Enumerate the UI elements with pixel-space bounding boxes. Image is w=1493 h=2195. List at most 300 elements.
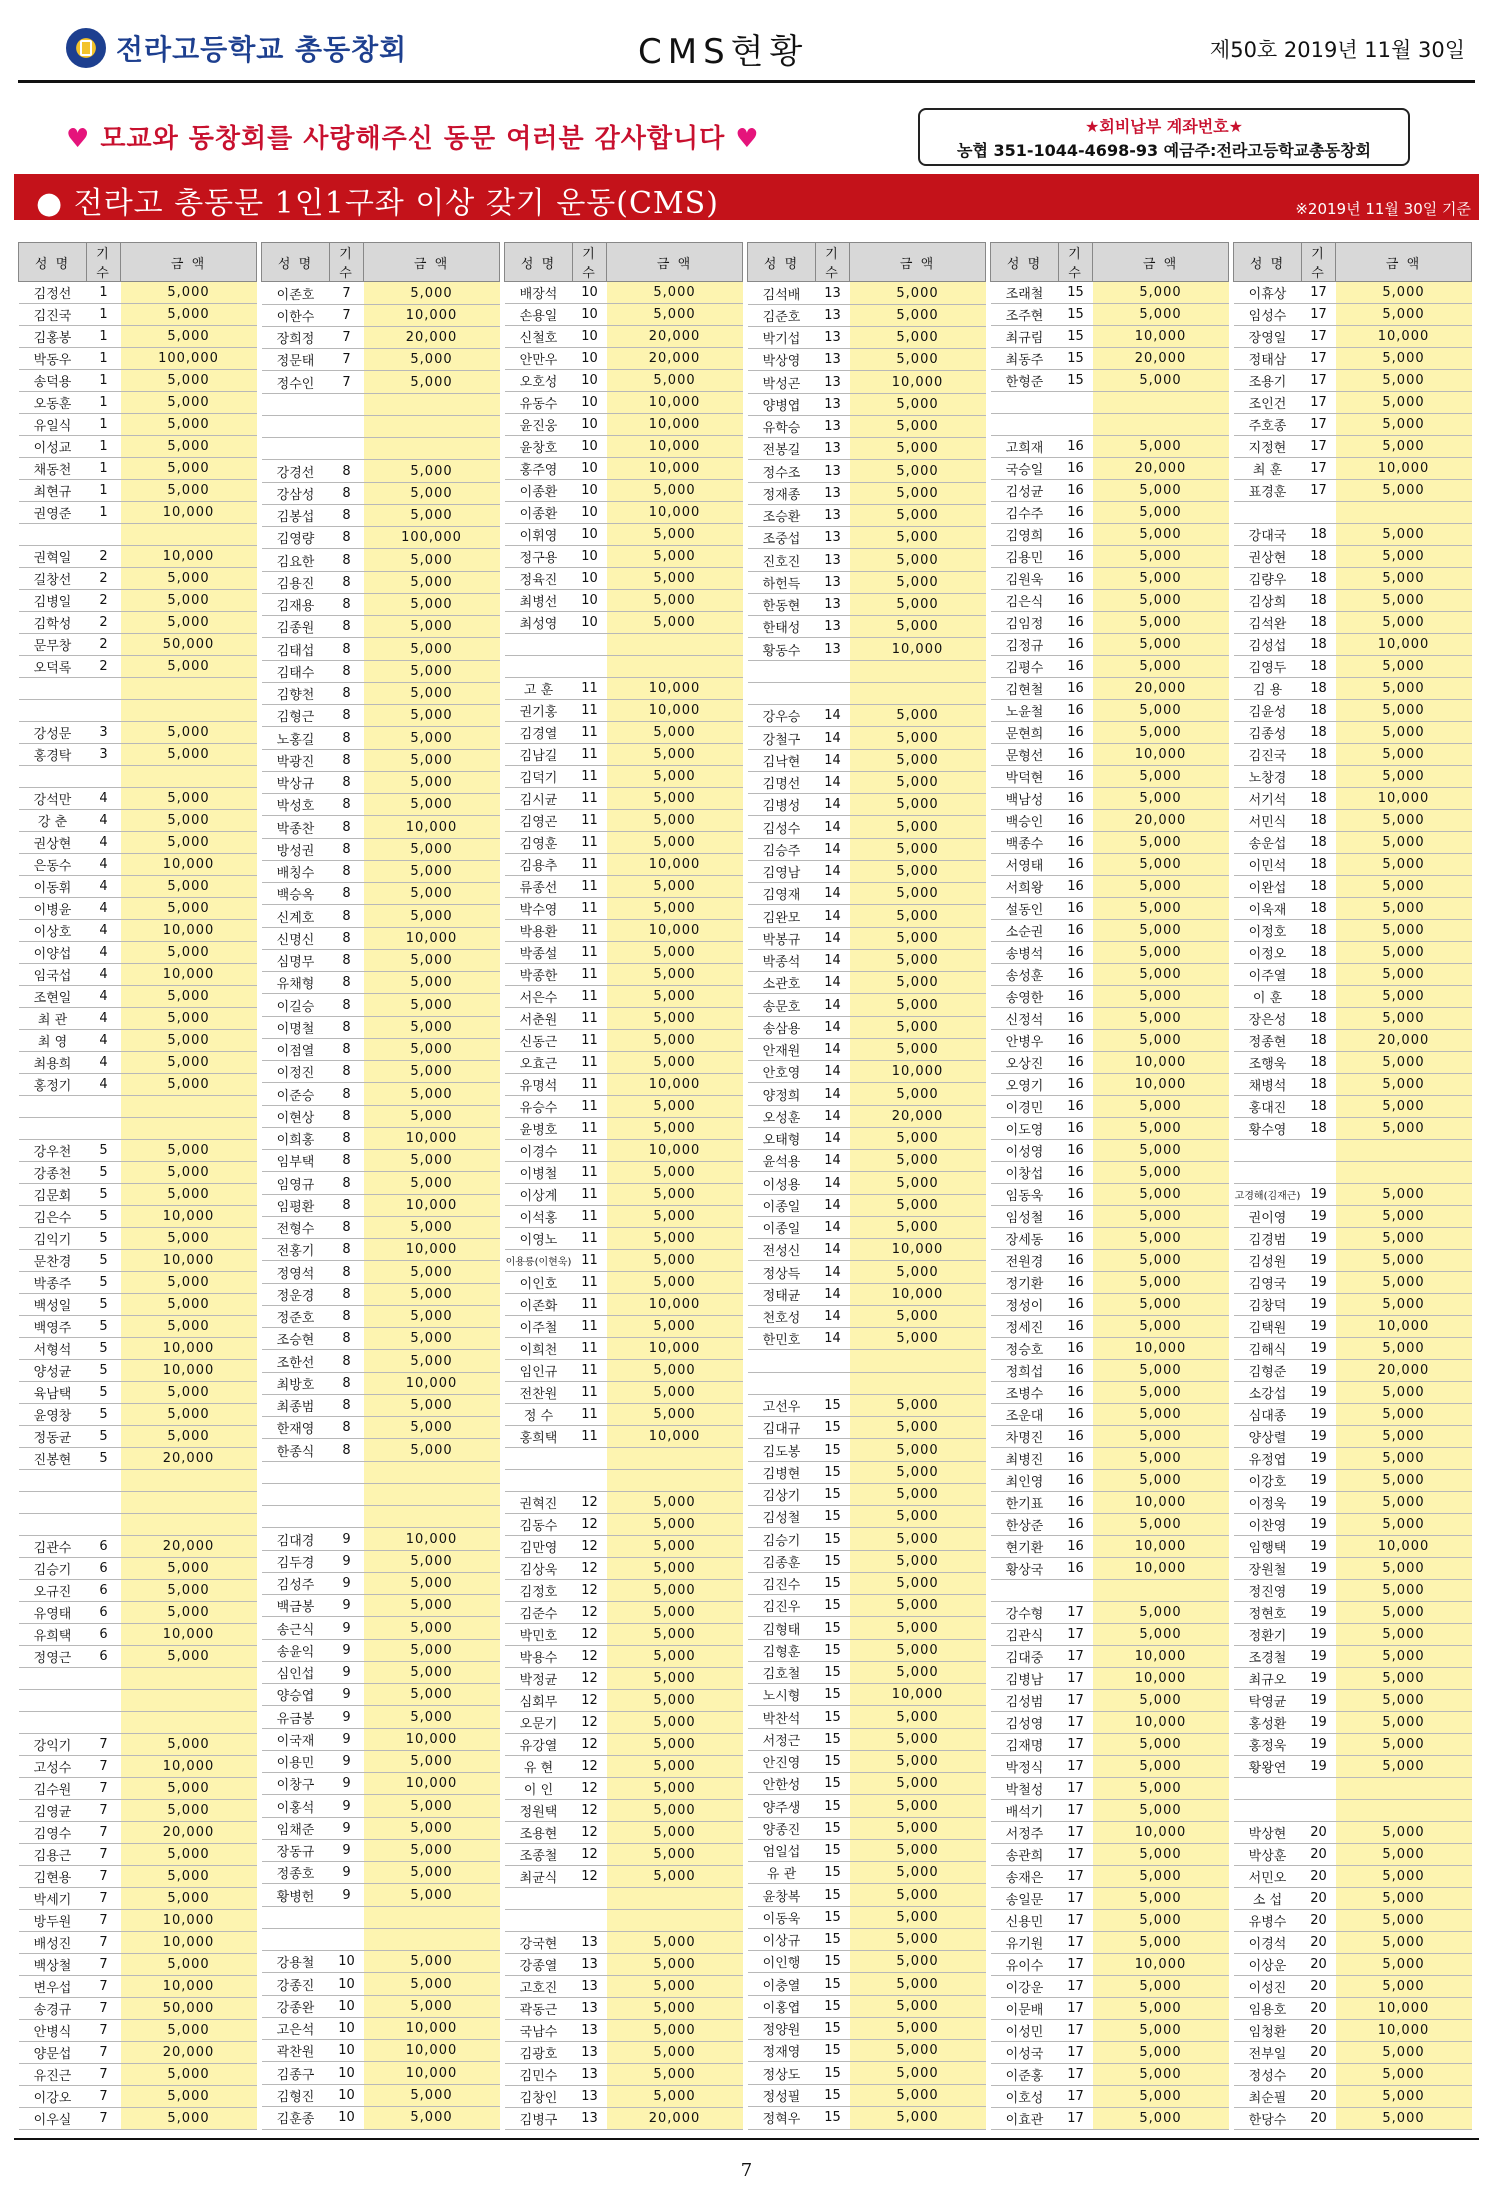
member-amount: 5,000 xyxy=(1093,854,1229,876)
table-row xyxy=(748,1928,986,1950)
member-name: 한동현 xyxy=(748,593,816,615)
table-row xyxy=(19,612,257,634)
table-row xyxy=(991,1294,1229,1316)
member-generation: 19 xyxy=(1302,1382,1336,1404)
member-generation: 16 xyxy=(1059,1184,1093,1206)
member-generation: 2 xyxy=(87,568,121,590)
table-row xyxy=(748,1127,986,1149)
table-row xyxy=(262,527,500,549)
member-amount: 10,000 xyxy=(607,414,743,436)
member-amount: 5,000 xyxy=(607,1404,743,1426)
member-generation: 8 xyxy=(330,1305,364,1327)
table-row xyxy=(505,1338,743,1360)
member-amount: 5,000 xyxy=(850,438,986,460)
member-name: 김정선 xyxy=(19,282,87,304)
member-name: 김완모 xyxy=(748,905,816,927)
member-name xyxy=(505,1888,573,1910)
member-generation: 8 xyxy=(330,794,364,816)
member-name xyxy=(505,1470,573,1492)
member-amount: 5,000 xyxy=(121,1646,257,1668)
member-generation: 8 xyxy=(330,1350,364,1372)
member-generation: 14 xyxy=(816,838,850,860)
member-generation: 4 xyxy=(87,854,121,876)
member-amount: 20,000 xyxy=(607,326,743,348)
member-generation: 19 xyxy=(1302,1602,1336,1624)
table-row xyxy=(991,458,1229,480)
member-generation: 15 xyxy=(816,2062,850,2084)
member-generation: 12 xyxy=(573,1668,607,1690)
member-amount xyxy=(607,656,743,678)
table-row xyxy=(19,436,257,458)
table-row xyxy=(505,1514,743,1536)
member-amount: 5,000 xyxy=(1336,1712,1472,1734)
member-amount: 5,000 xyxy=(121,810,257,832)
member-generation: 7 xyxy=(87,1888,121,1910)
member-name: 한태성 xyxy=(748,616,816,638)
member-generation: 13 xyxy=(816,460,850,482)
member-amount: 5,000 xyxy=(1336,678,1472,700)
member-name: 김태수 xyxy=(262,660,330,682)
member-amount: 5,000 xyxy=(364,1839,500,1861)
member-amount: 5,000 xyxy=(1093,1690,1229,1712)
member-amount: 10,000 xyxy=(1093,744,1229,766)
member-amount: 5,000 xyxy=(850,1995,986,2017)
table-row xyxy=(1234,2020,1472,2042)
table-row xyxy=(748,1595,986,1617)
member-generation: 2 xyxy=(87,656,121,678)
member-generation: 10 xyxy=(573,392,607,414)
table-row xyxy=(991,1888,1229,1910)
member-amount xyxy=(607,1910,743,1932)
member-amount: 5,000 xyxy=(850,393,986,415)
table-row xyxy=(262,1595,500,1617)
member-amount: 5,000 xyxy=(1093,1778,1229,1800)
table-row xyxy=(1234,2042,1472,2064)
member-amount: 5,000 xyxy=(850,1305,986,1327)
member-generation: 15 xyxy=(816,1706,850,1728)
member-amount: 5,000 xyxy=(1336,1228,1472,1250)
table-row xyxy=(748,1439,986,1461)
header-name: 성 명 xyxy=(262,243,330,282)
member-generation: 8 xyxy=(330,949,364,971)
member-name: 박찬석 xyxy=(748,1706,816,1728)
member-generation: 13 xyxy=(816,593,850,615)
member-generation: 7 xyxy=(87,1998,121,2020)
member-name: 장동규 xyxy=(262,1839,330,1861)
member-name: 송성훈 xyxy=(991,964,1059,986)
member-name: 이창구 xyxy=(262,1773,330,1795)
header-amount: 금 액 xyxy=(607,243,743,282)
member-generation: 18 xyxy=(1302,1008,1336,1030)
member-name: 김병현 xyxy=(748,1461,816,1483)
table-row xyxy=(748,1328,986,1350)
table-row xyxy=(991,744,1229,766)
table-row xyxy=(262,326,500,348)
table-row xyxy=(505,876,743,898)
table-row xyxy=(1234,1118,1472,1140)
member-name: 노윤철 xyxy=(991,700,1059,722)
member-generation: 14 xyxy=(816,1194,850,1216)
member-name: 문찬경 xyxy=(19,1250,87,1272)
table-row xyxy=(19,1426,257,1448)
member-name: 정 수 xyxy=(505,1404,573,1426)
table-row xyxy=(19,920,257,942)
member-name: 권혁진 xyxy=(505,1492,573,1514)
member-generation: 11 xyxy=(573,722,607,744)
member-amount: 5,000 xyxy=(607,1712,743,1734)
member-name: 김명선 xyxy=(748,771,816,793)
member-name: 정운경 xyxy=(262,1283,330,1305)
member-amount: 5,000 xyxy=(607,480,743,502)
table-row xyxy=(262,927,500,949)
table-row xyxy=(505,1448,743,1470)
member-table-5 xyxy=(990,242,1229,2130)
member-name: 강용철 xyxy=(262,1951,330,1973)
member-generation: 15 xyxy=(816,1884,850,1906)
member-generation: 8 xyxy=(330,460,364,482)
member-generation: 10 xyxy=(573,414,607,436)
table-row xyxy=(505,612,743,634)
member-name: 소순권 xyxy=(991,920,1059,942)
table-row xyxy=(505,744,743,766)
table-row xyxy=(19,1536,257,1558)
table-row xyxy=(19,1646,257,1668)
member-generation: 14 xyxy=(816,1083,850,1105)
member-amount: 5,000 xyxy=(850,794,986,816)
table-row xyxy=(1234,502,1472,524)
member-name: 김종성 xyxy=(1234,722,1302,744)
member-generation: 8 xyxy=(330,1038,364,1060)
table-row xyxy=(505,722,743,744)
member-amount xyxy=(607,1448,743,1470)
member-generation: 1 xyxy=(87,414,121,436)
member-amount: 5,000 xyxy=(1093,612,1229,634)
member-name: 고선우 xyxy=(748,1394,816,1416)
member-name: 김진우 xyxy=(748,1595,816,1617)
member-amount: 5,000 xyxy=(1093,1096,1229,1118)
member-name xyxy=(262,438,330,460)
member-generation: 12 xyxy=(573,1514,607,1536)
table-row xyxy=(991,1118,1229,1140)
member-amount xyxy=(121,524,257,546)
member-generation: 15 xyxy=(1059,348,1093,370)
table-row xyxy=(991,1910,1229,1932)
member-name: 이창섭 xyxy=(991,1162,1059,1184)
member-name: 한당수 xyxy=(1234,2108,1302,2130)
member-name: 정성수 xyxy=(1234,2064,1302,2086)
member-name: 안병식 xyxy=(19,2020,87,2042)
member-name: 유정엽 xyxy=(1234,1448,1302,1470)
member-name: 정태균 xyxy=(748,1283,816,1305)
member-name: 김형준 xyxy=(1234,1360,1302,1382)
member-amount: 5,000 xyxy=(364,2106,500,2129)
member-generation: 7 xyxy=(87,1800,121,1822)
member-amount: 5,000 xyxy=(1336,656,1472,678)
table-row xyxy=(991,1448,1229,1470)
member-name: 유명석 xyxy=(505,1074,573,1096)
table-row xyxy=(505,2086,743,2108)
table-row xyxy=(748,1550,986,1572)
member-name: 양정희 xyxy=(748,1083,816,1105)
member-amount: 20,000 xyxy=(121,1822,257,1844)
member-generation: 14 xyxy=(816,927,850,949)
table-row xyxy=(991,1778,1229,1800)
table-row xyxy=(19,1602,257,1624)
member-name: 최현규 xyxy=(19,480,87,502)
member-generation: 13 xyxy=(816,438,850,460)
table-row xyxy=(1234,1646,1472,1668)
member-amount: 10,000 xyxy=(364,816,500,838)
table-row xyxy=(19,1096,257,1118)
member-generation: 14 xyxy=(816,860,850,882)
member-amount: 5,000 xyxy=(121,876,257,898)
table-row xyxy=(19,942,257,964)
member-amount: 5,000 xyxy=(121,1316,257,1338)
member-amount: 5,000 xyxy=(1336,590,1472,612)
table-row xyxy=(19,1184,257,1206)
table-row xyxy=(748,727,986,749)
member-name: 황왕연 xyxy=(1234,1756,1302,1778)
member-amount: 5,000 xyxy=(364,1061,500,1083)
table-row xyxy=(748,482,986,504)
member-amount: 5,000 xyxy=(607,1360,743,1382)
table-row xyxy=(1234,744,1472,766)
member-name: 박상영 xyxy=(748,349,816,371)
member-name: 신명신 xyxy=(262,927,330,949)
member-generation: 8 xyxy=(330,994,364,1016)
member-generation: 5 xyxy=(87,1206,121,1228)
member-name: 임행택 xyxy=(1234,1536,1302,1558)
member-amount: 10,000 xyxy=(121,1338,257,1360)
member-generation: 17 xyxy=(1059,2108,1093,2130)
member-amount: 5,000 xyxy=(850,1862,986,1884)
table-row xyxy=(1234,480,1472,502)
member-generation: 13 xyxy=(573,2086,607,2108)
table-row xyxy=(1234,1536,1472,1558)
member-name: 이문배 xyxy=(991,1998,1059,2020)
table-row xyxy=(748,460,986,482)
header-amount: 금 액 xyxy=(364,243,500,282)
table-row xyxy=(991,942,1229,964)
member-amount: 10,000 xyxy=(850,1061,986,1083)
member-name: 정세진 xyxy=(991,1316,1059,1338)
header-gen: 기 수 xyxy=(330,243,364,282)
member-name: 정상도 xyxy=(748,2062,816,2084)
member-name: 박세기 xyxy=(19,1888,87,1910)
member-generation: 5 xyxy=(87,1184,121,1206)
member-generation: 11 xyxy=(573,1316,607,1338)
member-name: 이상호 xyxy=(19,920,87,942)
member-name: 표경훈 xyxy=(1234,480,1302,502)
member-amount: 5,000 xyxy=(607,1580,743,1602)
member-generation: 14 xyxy=(816,771,850,793)
member-amount xyxy=(121,1470,257,1492)
member-amount: 5,000 xyxy=(364,2084,500,2106)
member-generation: 7 xyxy=(330,326,364,348)
member-amount: 20,000 xyxy=(607,348,743,370)
table-row xyxy=(748,2017,986,2039)
member-amount: 5,000 xyxy=(1093,436,1229,458)
table-row xyxy=(748,638,986,660)
member-amount: 5,000 xyxy=(607,2064,743,2086)
member-name xyxy=(19,1712,87,1734)
table-row xyxy=(505,1866,743,1888)
member-name: 이홍석 xyxy=(262,1795,330,1817)
member-generation: 8 xyxy=(330,638,364,660)
table-row xyxy=(262,282,500,304)
member-name: 이주철 xyxy=(505,1316,573,1338)
member-name xyxy=(262,1506,330,1528)
table-row xyxy=(262,2062,500,2084)
member-amount: 5,000 xyxy=(1336,1932,1472,1954)
member-amount: 5,000 xyxy=(121,1052,257,1074)
table-row xyxy=(505,392,743,414)
member-name: 최규림 xyxy=(991,326,1059,348)
member-name: 문형선 xyxy=(991,744,1059,766)
member-generation: 8 xyxy=(330,1328,364,1350)
member-amount: 10,000 xyxy=(1093,1338,1229,1360)
member-amount: 5,000 xyxy=(1336,436,1472,458)
member-amount: 5,000 xyxy=(607,1668,743,1690)
table-row xyxy=(505,1250,743,1272)
member-generation: 15 xyxy=(816,1928,850,1950)
member-generation: 16 xyxy=(1059,1404,1093,1426)
member-name: 강우천 xyxy=(19,1140,87,1162)
member-name: 이준승 xyxy=(262,1083,330,1105)
member-name: 이종환 xyxy=(505,502,573,524)
member-name: 조행욱 xyxy=(1234,1052,1302,1074)
member-amount: 5,000 xyxy=(850,1439,986,1461)
member-amount: 5,000 xyxy=(850,771,986,793)
table-row xyxy=(748,571,986,593)
member-amount: 5,000 xyxy=(364,1595,500,1617)
member-generation: 14 xyxy=(816,949,850,971)
member-generation: 8 xyxy=(330,571,364,593)
member-generation: 8 xyxy=(330,927,364,949)
member-generation: 17 xyxy=(1059,1800,1093,1822)
member-name: 조경철 xyxy=(1234,1646,1302,1668)
table-row xyxy=(262,1572,500,1594)
table-row xyxy=(1234,1250,1472,1272)
table-row xyxy=(19,1514,257,1536)
member-generation: 11 xyxy=(573,1030,607,1052)
table-row xyxy=(262,1372,500,1394)
member-generation: 13 xyxy=(816,527,850,549)
table-row xyxy=(505,1932,743,1954)
table-row xyxy=(505,568,743,590)
member-name: 이경민 xyxy=(991,1096,1059,1118)
member-amount: 5,000 xyxy=(364,1305,500,1327)
member-generation: 13 xyxy=(816,571,850,593)
member-name: 이찬영 xyxy=(1234,1514,1302,1536)
member-generation: 8 xyxy=(330,705,364,727)
member-amount: 5,000 xyxy=(850,549,986,571)
member-name: 강성문 xyxy=(19,722,87,744)
member-amount: 5,000 xyxy=(607,942,743,964)
member-name: 전성신 xyxy=(748,1239,816,1261)
member-generation: 17 xyxy=(1302,458,1336,480)
member-generation: 6 xyxy=(87,1580,121,1602)
member-amount: 5,000 xyxy=(1336,1404,1472,1426)
member-amount: 5,000 xyxy=(121,1382,257,1404)
table-row xyxy=(991,1998,1229,2020)
table-row xyxy=(1234,1932,1472,1954)
member-amount: 5,000 xyxy=(121,898,257,920)
member-generation: 20 xyxy=(1302,1932,1336,1954)
member-name: 박용환 xyxy=(505,920,573,942)
table-row xyxy=(748,326,986,348)
member-amount: 5,000 xyxy=(121,1404,257,1426)
member-amount: 5,000 xyxy=(850,2106,986,2129)
member-amount: 5,000 xyxy=(121,2020,257,2042)
member-name: 이충열 xyxy=(748,1973,816,1995)
member-name: 김종훈 xyxy=(748,1550,816,1572)
member-name xyxy=(1234,1162,1302,1184)
member-name: 김도봉 xyxy=(748,1439,816,1461)
member-generation: 4 xyxy=(87,1074,121,1096)
member-amount: 5,000 xyxy=(850,1038,986,1060)
member-name: 오영기 xyxy=(991,1074,1059,1096)
member-generation: 4 xyxy=(87,788,121,810)
member-generation: 18 xyxy=(1302,766,1336,788)
table-row xyxy=(1234,986,1472,1008)
member-name: 박정식 xyxy=(991,1756,1059,1778)
member-name: 권혁일 xyxy=(19,546,87,568)
doc-title: CMS현황 xyxy=(638,32,809,72)
member-generation: 14 xyxy=(816,1172,850,1194)
member-amount: 5,000 xyxy=(1336,1756,1472,1778)
member-amount xyxy=(364,415,500,437)
member-generation: 8 xyxy=(330,1283,364,1305)
table-row xyxy=(1234,1162,1472,1184)
member-name: 이효관 xyxy=(991,2108,1059,2130)
member-generation: 12 xyxy=(573,1602,607,1624)
member-generation: 19 xyxy=(1302,1756,1336,1778)
table-row xyxy=(262,549,500,571)
table-row xyxy=(748,1372,986,1394)
issue-date: 제50호 2019년 11월 30일 xyxy=(1209,38,1465,62)
member-name: 신계호 xyxy=(262,905,330,927)
table-row xyxy=(262,1328,500,1350)
member-amount: 5,000 xyxy=(1093,1976,1229,1998)
table-row xyxy=(748,2062,986,2084)
member-generation: 19 xyxy=(1302,1404,1336,1426)
member-amount: 20,000 xyxy=(121,2042,257,2064)
member-amount: 5,000 xyxy=(1336,876,1472,898)
member-name: 권상현 xyxy=(1234,546,1302,568)
table-row xyxy=(991,832,1229,854)
table-row xyxy=(991,1844,1229,1866)
member-name: 이호성 xyxy=(991,2086,1059,2108)
member-amount: 5,000 xyxy=(607,898,743,920)
table-row xyxy=(748,994,986,1016)
member-generation: 8 xyxy=(330,1439,364,1461)
footer-divider xyxy=(14,2138,1479,2140)
table-row xyxy=(505,1756,743,1778)
member-generation: 19 xyxy=(1302,1536,1336,1558)
member-name: 정환기 xyxy=(1234,1624,1302,1646)
member-amount: 5,000 xyxy=(607,986,743,1008)
member-name: 김종원 xyxy=(262,616,330,638)
member-name: 김성영 xyxy=(991,1712,1059,1734)
member-generation: 9 xyxy=(330,1706,364,1728)
member-generation: 7 xyxy=(330,282,364,304)
member-generation: 20 xyxy=(1302,1844,1336,1866)
member-name: 정재영 xyxy=(748,2040,816,2062)
member-name: 박봉규 xyxy=(748,927,816,949)
table-row xyxy=(1234,1382,1472,1404)
table-row xyxy=(262,1728,500,1750)
